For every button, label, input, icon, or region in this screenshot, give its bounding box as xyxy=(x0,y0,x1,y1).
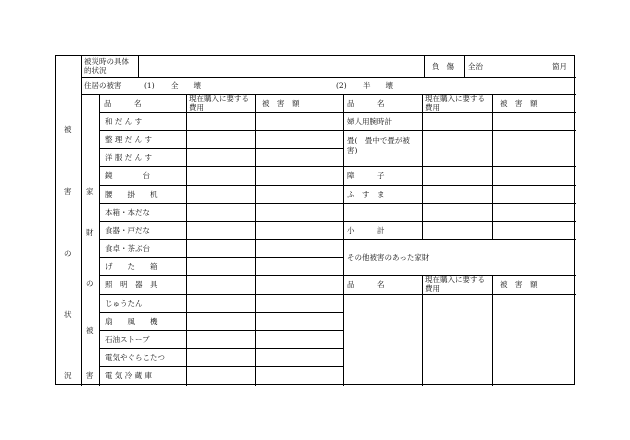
injury-label: 負傷 xyxy=(432,62,461,71)
item-label: 洋 服 だ ん す xyxy=(105,153,153,162)
item-label: 和 だ ん す xyxy=(105,117,143,126)
residence-option-half: (2) 半 壊 xyxy=(336,81,394,90)
item-label: 電気やぐらこたつ xyxy=(105,353,165,362)
left-col-cost: 現在購入に要する費用 xyxy=(189,94,249,112)
left-col-damage: 被 害 額 xyxy=(262,99,300,108)
left-col-item: 品 名 xyxy=(104,99,142,108)
side-label-char: 害 xyxy=(64,187,72,196)
right-col-cost: 現在購入に要する費用 xyxy=(425,94,485,112)
household-label-char: の xyxy=(86,279,94,288)
side-label-char: 状 xyxy=(64,310,72,319)
household-label-char: 家 xyxy=(86,187,94,196)
right-col-damage-2: 被 害 額 xyxy=(500,280,538,289)
item-label: 小 計 xyxy=(347,226,385,235)
residence-option-total: (1) 全 壊 xyxy=(144,81,202,90)
item-label: 照 明 器 具 xyxy=(105,280,158,289)
household-label-char: 財 xyxy=(86,228,94,237)
item-label: 本箱・本だな xyxy=(105,208,150,217)
item-label: 電 気 冷 蔵 庫 xyxy=(105,371,153,380)
item-label: 障 子 xyxy=(347,171,385,180)
item-label: ふ す ま xyxy=(347,190,385,199)
residence-label: 住居の被害 xyxy=(84,81,122,90)
right-col-item-2: 品 名 xyxy=(347,280,385,289)
other-damaged-header: その他被害のあった家財 xyxy=(347,253,430,262)
item-label: 腰 掛 机 xyxy=(105,190,158,199)
item-label: 畳( 畳中で畳が被害) xyxy=(347,136,410,155)
item-label: 食卓・茶ぶ台 xyxy=(105,244,150,253)
full-recovery-label: 全治 xyxy=(468,62,483,71)
item-label: 鏡 台 xyxy=(105,171,150,180)
damage-form xyxy=(55,55,575,385)
side-label-char: の xyxy=(64,249,72,258)
side-label-char: 被 xyxy=(64,125,72,134)
item-label: 婦人用腕時計 xyxy=(347,117,392,126)
household-label-char: 被 xyxy=(86,326,94,335)
right-col-damage: 被 害 額 xyxy=(500,99,538,108)
right-col-item: 品 名 xyxy=(347,99,385,108)
item-label: じゅうたん xyxy=(105,299,143,308)
item-label: 整 理 だ ん す xyxy=(105,135,153,144)
side-label-char: 況 xyxy=(64,371,72,380)
item-label: 扇 風 機 xyxy=(105,317,158,326)
months-label: 箇月 xyxy=(552,62,567,71)
item-label: 食器・戸だな xyxy=(105,226,150,235)
right-col-cost-2: 現在購入に要する費用 xyxy=(425,275,485,293)
item-label: 石油ストーブ xyxy=(105,335,150,344)
specific-situation-label: 被災時の具体的状況 xyxy=(84,57,129,75)
item-label: げ た 箱 xyxy=(105,262,158,271)
household-label-char: 害 xyxy=(86,371,94,380)
